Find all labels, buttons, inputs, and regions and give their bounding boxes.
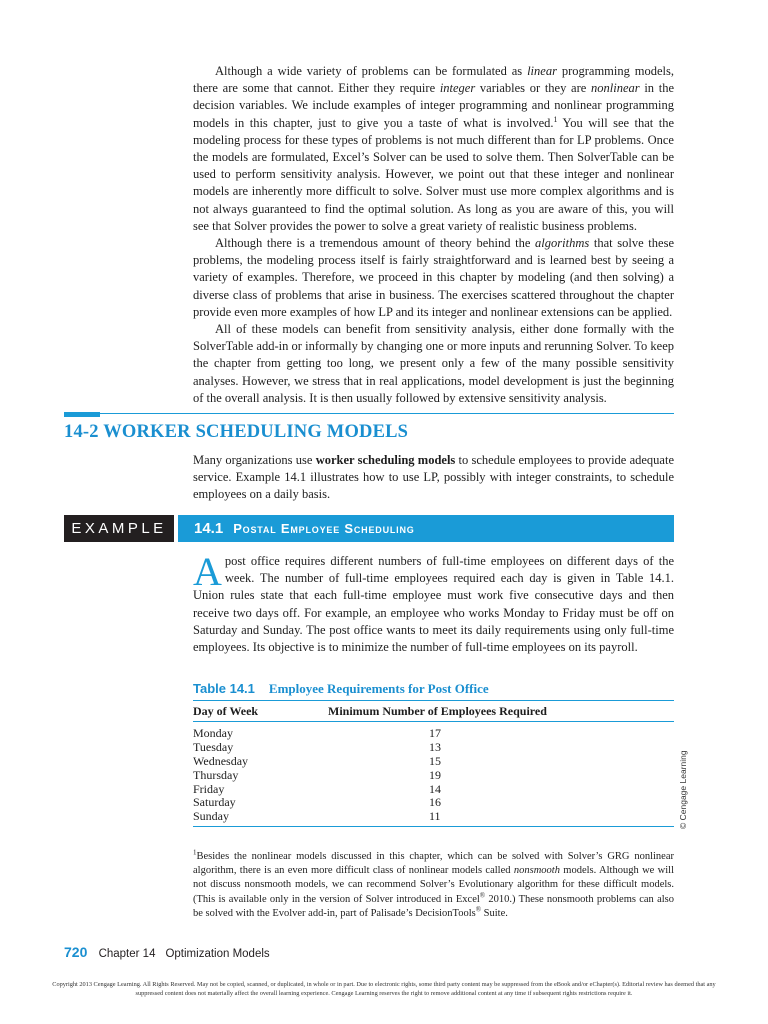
chapter-title: Optimization Models (165, 948, 270, 960)
table-cell-value: 15 (429, 753, 441, 768)
table-cell-value: 17 (429, 726, 441, 740)
table-row (193, 796, 674, 810)
example-body: A post office requires different numbers of full-time employees on different days of the week. The number of full-time employees required each day is given in Table 14.1. Union rules state that each full-time employee must work five consecutive days and then receive two days off. For example, an employee who works Monday to Friday must be off on Saturday and Sunday. The post office wants to meet its daily requirements using only full-time employees. Its objective is to minimize the number of full-time employees on its payroll. (193, 549, 674, 655)
table-cell-day: Wednesday (193, 753, 249, 768)
intro-paragraph-3: All of these models can benefit from sensitivity analysis, either done formally with the SolverTable add-in or informally by changing one or more inputs and rerunning Solver. To keep the chapter from getting too long, we present only a few of the many possible sensitivity analyses. However, we stress that in real applications, model development is just the beginning of the overall analysis. It is then usually followed by extensive sensitivity analysis. (193, 322, 674, 405)
copyright-notice: Copyright 2013 Cengage Learning. All Rights Reserved. May not be copied, scanned, or duplicated, in whole or in part. Due to electronic rights, some third party content may be suppressed from the eBook and/or eChapter(s). Editorial review has deemed that any suppressed content does not materially affect the overall learning experience. Cengage Learning reserves the right to remove additional content at any time if subsequent rights restrictions require it. (52, 981, 716, 997)
table-title: Employee Requirements for Post Office (268, 681, 489, 696)
example-label: EXAMPLE (64, 515, 174, 542)
footnote: $^1$Besides the nonlinear models discussed in this chapter, which can be solved with Solver’s GRG nonlinear algorithm, there is an even more difficult class of nonlinear models called nonsmooth models. Although we will not discuss nonsmooth models, we can recommend Solver’s Evolutionary algorithm for these difficult models. (This is available only in the version of Solver introduced in Excel® 2010.) These nonsmooth problems can also be solved with the Evolver add-in, part of Palisade’s DecisionTools® Suite. (193, 848, 674, 919)
table-cell-day: Thursday (193, 767, 239, 782)
intro-paragraph-1: Although a wide variety of problems can be formulated as linear programming models, there are some that cannot. Either they require integer variables or they are nonlinear in the decision variables. We include examples of integer programming and nonlinear programming models in this chapter, just to give you a taste of what is involved.$^1$ You will see that the modeling process for these types of problems is not much different than for LP problems. Once the models are formulated, Excel’s Solver can be used to solve them. Then SolverTable can be used to perform sensitivity analysis. However, we point out that these integer and nonlinear models are inherently more difficult to solve. Solver must use more complex algorithms and is not always guaranteed to find the optimal solution. As long as you are aware of this, you will see that Solver provides the power to solve a great variety of realistic business problems. (193, 64, 675, 233)
table-caption (193, 681, 489, 697)
table-number: Table 14.1 (193, 681, 255, 696)
table-row (193, 769, 674, 783)
footnote-marker: 1 (193, 848, 197, 857)
example-title: Postal Employee Scheduling (233, 521, 415, 536)
table-cell-day: Monday (193, 726, 233, 740)
chapter-label: Chapter 14 (98, 948, 156, 960)
section-rule-tab (64, 412, 100, 417)
table-body (193, 727, 674, 824)
table-cell-value: 16 (429, 795, 441, 810)
table-header-day: Day of Week (193, 704, 259, 718)
table-cell-day: Friday (193, 781, 225, 796)
table-row (193, 727, 674, 741)
table-header-required: Minimum Number of Employees Required (328, 704, 547, 718)
table-cell-value: 14 (429, 781, 441, 796)
section-rule (64, 413, 674, 414)
intro-paragraph-2: Although there is a tremendous amount of theory behind the algorithms that solve these problems, the modeling process itself is fairly straightforward and is learned best by seeing a variety of examples. Therefore, we proceed in this chapter by modeling (and then solving) a diverse class of problems that arise in business. The exercises scattered throughout the chapter provide even more examples of how LP and its integer and nonlinear extensions can be applied. (193, 236, 674, 319)
section-heading: 14-2 WORKER SCHEDULING MODELS (64, 422, 409, 442)
page-number: 720 (64, 944, 88, 960)
section-intro: Many organizations use worker scheduling models to schedule employees to provide adequate service. Example 14.1 illustrates how to use LP, possibly with integer constraints, to schedule employees on a daily basis. (193, 453, 674, 502)
footnote-ref: 1 (553, 114, 558, 124)
table-cell-day: Saturday (193, 795, 236, 810)
page-footer (64, 944, 270, 960)
example-title-bar (178, 515, 674, 542)
table-cell-day: Tuesday (193, 739, 234, 754)
example-number: 14.1 (194, 520, 224, 537)
table-cell-value: 11 (429, 809, 441, 824)
table-row (193, 741, 674, 755)
table-rule-bottom (193, 826, 674, 827)
table-row (193, 755, 674, 769)
intro-text (193, 63, 674, 407)
table-row (193, 810, 674, 824)
table-row (193, 783, 674, 797)
table-cell-value: 19 (429, 767, 441, 782)
table-rule-header (193, 721, 674, 722)
image-credit: © Cengage Learning (678, 750, 688, 829)
drop-cap: A (193, 549, 222, 594)
table-cell-day: Sunday (193, 809, 229, 824)
table-rule-top (193, 700, 674, 701)
table-cell-value: 13 (429, 739, 441, 754)
